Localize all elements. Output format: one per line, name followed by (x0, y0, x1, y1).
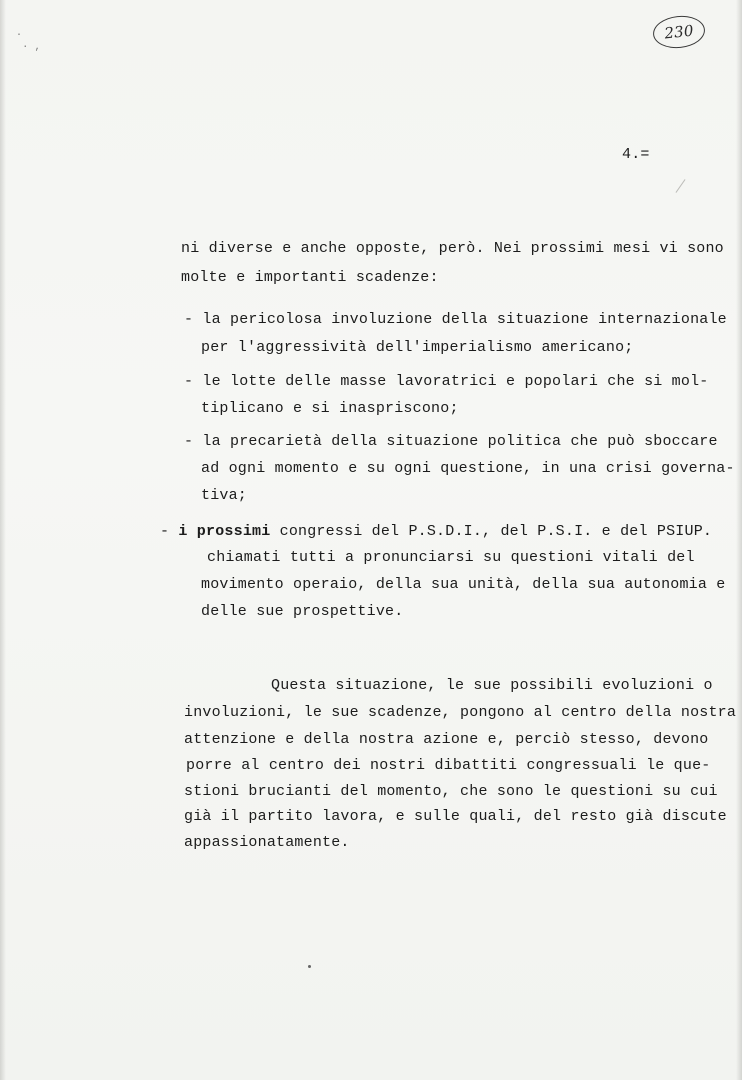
text-line: già il partito lavora, e sulle quali, del resto già discute (184, 808, 727, 825)
list-item-line: - la pericolosa involuzione della situazione internazionale (184, 311, 727, 328)
text-line: porre al centro dei nostri dibattiti congressuali le que- (186, 757, 711, 774)
archive-number-stamp (651, 13, 706, 50)
bold-lead: i prossimi (178, 523, 271, 540)
speck (308, 965, 311, 968)
page-number: 4.= (622, 146, 650, 163)
list-item-line: chiamati tutti a pronunciarsi su questioni vitali del (207, 549, 695, 566)
archive-number: 230 (663, 21, 695, 43)
list-dash: - (160, 523, 170, 540)
lead-rest: congressi del P.S.D.I., del P.S.I. e del PSIUP. (270, 523, 713, 540)
list-item-line: ad ogni momento e su ogni questione, in una crisi governa- (201, 460, 735, 477)
text-line: appassionatamente. (184, 834, 350, 851)
text-line: stioni brucianti del momento, che sono le questioni su cui (184, 783, 718, 800)
list-item-line: tiva; (201, 487, 248, 504)
list-item-line: tiplicano e si inaspriscono; (201, 400, 459, 417)
list-item-line: delle sue prospettive. (201, 603, 404, 620)
text-line: ni diverse e anche opposte, però. Nei prossimi mesi vi sono (181, 240, 724, 257)
list-item-line: per l'aggressività dell'imperialismo americano; (201, 339, 634, 356)
text-line: molte e importanti scadenze: (181, 269, 439, 286)
margin-marks: · · , (16, 30, 41, 53)
list-item-line: - le lotte delle masse lavoratrici e popolari che si mol- (184, 373, 709, 390)
list-item-line: - la precarietà della situazione politica che può sboccare (184, 433, 718, 450)
list-item-line (160, 523, 712, 540)
text-line: Questa situazione, le sue possibili evoluzioni o (271, 677, 713, 694)
text-line: involuzioni, le sue scadenze, pongono al centro della nostra (184, 704, 737, 721)
scan-streak (676, 179, 686, 193)
scan-edge-right (736, 0, 742, 1080)
list-item-line: movimento operaio, della sua unità, della sua autonomia e (201, 576, 726, 593)
text-line: attenzione e della nostra azione e, perciò stesso, devono (184, 731, 709, 748)
scan-edge-left (0, 0, 6, 1080)
